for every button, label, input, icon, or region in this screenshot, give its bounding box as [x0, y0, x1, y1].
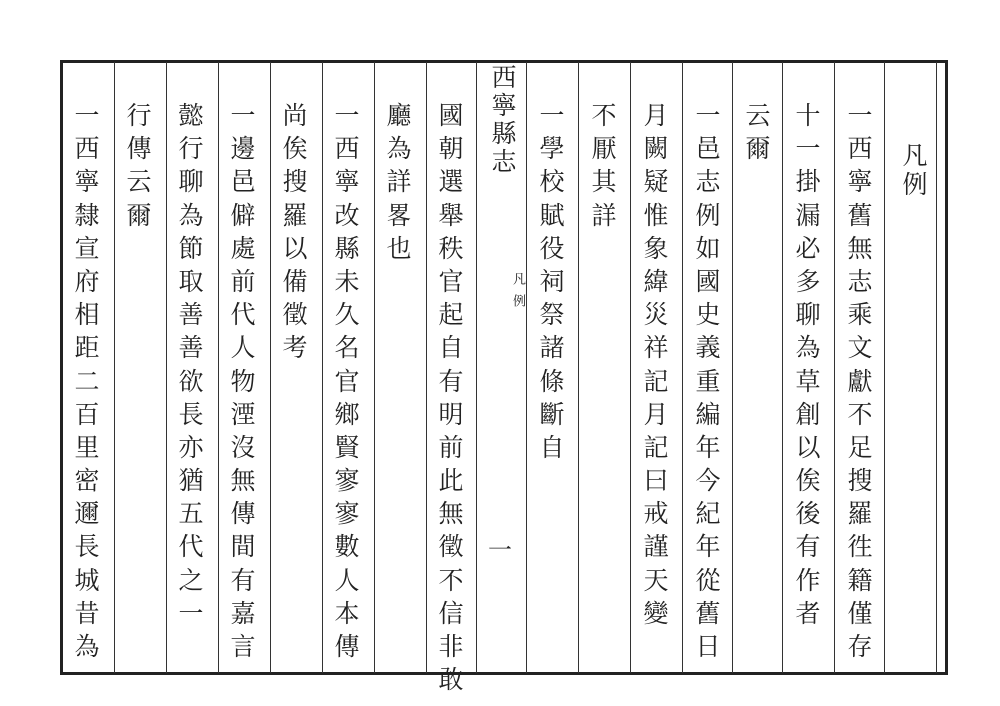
glyph: 考 [282, 333, 308, 363]
glyph: 存 [847, 632, 873, 661]
glyph: 傳 [334, 632, 360, 661]
glyph: 災 [643, 300, 669, 330]
glyph: 以 [282, 233, 308, 263]
text-column [270, 99, 320, 365]
glyph: 舊 [695, 598, 721, 628]
glyph: 文 [847, 333, 873, 363]
glyph: 久 [334, 300, 360, 330]
glyph: 五 [178, 499, 204, 529]
glyph: 邊 [230, 134, 256, 164]
glyph: 義 [695, 333, 721, 363]
glyph: 國 [438, 101, 464, 130]
glyph: 惟 [643, 200, 669, 230]
glyph: 厭 [591, 134, 617, 164]
glyph: 徵 [282, 300, 308, 330]
glyph: 尚 [282, 101, 308, 130]
glyph: 無 [847, 233, 873, 263]
glyph: 俟 [282, 134, 308, 164]
glyph: 之 [178, 565, 204, 595]
book-title-text: 西寧縣志 [488, 64, 517, 176]
glyph: 僅 [847, 598, 873, 628]
glyph: 秩 [438, 233, 464, 263]
glyph: 云 [126, 167, 152, 197]
glyph: 役 [539, 233, 565, 263]
glyph: 西 [847, 134, 873, 164]
glyph: 數 [334, 532, 360, 562]
glyph: 獻 [847, 366, 873, 396]
text-column [835, 99, 885, 663]
glyph: 選 [438, 167, 464, 197]
glyph: 俟 [795, 466, 821, 496]
glyph: 言 [230, 632, 256, 661]
glyph: 草 [795, 366, 821, 396]
glyph: 府 [74, 266, 100, 296]
glyph: 有 [230, 565, 256, 595]
glyph: 多 [795, 266, 821, 296]
glyph: 傳 [230, 499, 256, 529]
glyph: 今 [695, 466, 721, 496]
glyph: 自 [438, 333, 464, 363]
section-label: 凡例 [510, 272, 525, 316]
glyph: 敢 [438, 665, 464, 695]
glyph: 善 [178, 300, 204, 330]
glyph: 代 [230, 300, 256, 330]
glyph: 距 [74, 333, 100, 363]
glyph: 二 [74, 366, 100, 396]
column-rule [936, 62, 937, 673]
glyph: 記 [643, 432, 669, 462]
glyph: 僻 [230, 200, 256, 230]
glyph: 重 [695, 366, 721, 396]
glyph: 徵 [438, 532, 464, 562]
glyph: 志 [695, 167, 721, 197]
glyph: 緯 [643, 266, 669, 296]
glyph: 曰 [643, 466, 669, 496]
glyph: 鄉 [334, 399, 360, 429]
glyph: 未 [334, 266, 360, 296]
glyph: 起 [438, 300, 464, 330]
text-column [426, 99, 476, 696]
glyph: 搜 [282, 167, 308, 197]
glyph: 欲 [178, 366, 204, 396]
glyph: 不 [847, 399, 873, 429]
page-number: 一 [488, 536, 512, 564]
text-column [322, 99, 372, 663]
glyph: 有 [438, 366, 464, 396]
glyph: 賦 [539, 200, 565, 230]
doc-title: 凡例 [899, 142, 928, 200]
glyph: 有 [795, 532, 821, 562]
glyph: 寧 [334, 167, 360, 197]
glyph: 湮 [230, 399, 256, 429]
glyph: 不 [591, 101, 617, 130]
glyph: 為 [178, 200, 204, 230]
glyph: 西 [334, 134, 360, 164]
glyph: 搜 [847, 466, 873, 496]
text-column [62, 99, 112, 663]
glyph: 如 [695, 233, 721, 263]
glyph: 人 [334, 565, 360, 595]
glyph: 祠 [539, 266, 565, 296]
glyph: 羅 [282, 200, 308, 230]
text-column [374, 99, 424, 265]
text-column [114, 99, 164, 232]
text-column [783, 99, 833, 630]
glyph: 舊 [847, 200, 873, 230]
glyph: 乘 [847, 300, 873, 330]
glyph: 一 [795, 134, 821, 164]
glyph: 西 [74, 134, 100, 164]
glyph: 寥 [334, 499, 360, 529]
glyph: 必 [795, 233, 821, 263]
glyph: 自 [539, 432, 565, 462]
text-column [733, 99, 783, 165]
glyph: 籍 [847, 565, 873, 595]
glyph: 年 [695, 532, 721, 562]
glyph: 從 [695, 565, 721, 595]
glyph: 紀 [695, 499, 721, 529]
glyph: 官 [334, 366, 360, 396]
glyph: 聊 [795, 300, 821, 330]
book-title [474, 64, 524, 176]
glyph: 例 [695, 200, 721, 230]
glyph: 詳 [386, 167, 412, 197]
glyph: 祥 [643, 333, 669, 363]
text-column [631, 99, 681, 630]
glyph: 官 [438, 266, 464, 296]
glyph: 創 [795, 399, 821, 429]
glyph: 天 [643, 565, 669, 595]
glyph: 明 [438, 399, 464, 429]
glyph: 其 [591, 167, 617, 197]
glyph: 聊 [178, 167, 204, 197]
glyph: 善 [178, 333, 204, 363]
glyph: 漏 [795, 200, 821, 230]
glyph: 相 [74, 300, 100, 330]
glyph: 爾 [126, 200, 152, 230]
text-column [166, 99, 216, 630]
glyph: 長 [178, 399, 204, 429]
text-column [527, 99, 577, 464]
glyph: 校 [539, 167, 565, 197]
glyph: 作 [795, 565, 821, 595]
glyph: 本 [334, 598, 360, 628]
glyph: 羅 [847, 499, 873, 529]
title-column [885, 142, 935, 200]
glyph: 改 [334, 200, 360, 230]
glyph: 人 [230, 333, 256, 363]
glyph: 里 [74, 432, 100, 462]
glyph: 百 [74, 399, 100, 429]
glyph: 處 [230, 233, 256, 263]
glyph: 節 [178, 233, 204, 263]
glyph: 城 [74, 565, 100, 595]
glyph: 名 [334, 333, 360, 363]
glyph: 戒 [643, 499, 669, 529]
glyph: 十 [795, 101, 821, 130]
glyph: 舉 [438, 200, 464, 230]
glyph: 條 [539, 366, 565, 396]
glyph: 也 [386, 233, 412, 263]
glyph: 斷 [539, 399, 565, 429]
glyph: 足 [847, 432, 873, 462]
glyph: 密 [74, 466, 100, 496]
glyph: 學 [539, 134, 565, 164]
glyph: 懿 [178, 101, 204, 130]
text-column [683, 99, 733, 663]
glyph: 掛 [795, 167, 821, 197]
glyph: 不 [438, 565, 464, 595]
glyph: 取 [178, 266, 204, 296]
glyph: 廳 [386, 101, 412, 130]
glyph: 編 [695, 399, 721, 429]
glyph: 邇 [74, 499, 100, 529]
glyph: 備 [282, 266, 308, 296]
glyph: 志 [847, 266, 873, 296]
glyph: 此 [438, 466, 464, 496]
glyph: 後 [795, 499, 821, 529]
glyph: 代 [178, 532, 204, 562]
glyph: 行 [178, 134, 204, 164]
glyph: 沒 [230, 432, 256, 462]
glyph: 縣 [334, 233, 360, 263]
text-column [579, 99, 629, 232]
glyph: 宣 [74, 233, 100, 263]
glyph: 一 [539, 101, 565, 130]
glyph: 無 [438, 499, 464, 529]
glyph: 一 [74, 101, 100, 130]
glyph: 國 [695, 266, 721, 296]
glyph: 一 [334, 101, 360, 130]
glyph: 信 [438, 598, 464, 628]
glyph: 寧 [847, 167, 873, 197]
glyph: 非 [438, 632, 464, 661]
glyph: 無 [230, 466, 256, 496]
glyph: 一 [847, 101, 873, 130]
glyph: 一 [178, 598, 204, 628]
glyph: 朝 [438, 134, 464, 164]
glyph: 為 [74, 632, 100, 661]
glyph: 傳 [126, 134, 152, 164]
glyph: 月 [643, 399, 669, 429]
glyph: 闕 [643, 134, 669, 164]
glyph: 諸 [539, 333, 565, 363]
glyph: 史 [695, 300, 721, 330]
glyph: 為 [386, 134, 412, 164]
glyph: 象 [643, 233, 669, 263]
glyph: 昔 [74, 598, 100, 628]
glyph: 邑 [695, 134, 721, 164]
glyph: 年 [695, 432, 721, 462]
glyph: 爾 [745, 134, 771, 164]
glyph: 疑 [643, 167, 669, 197]
glyph: 賢 [334, 432, 360, 462]
glyph: 記 [643, 366, 669, 396]
glyph: 物 [230, 366, 256, 396]
glyph: 以 [795, 432, 821, 462]
glyph: 一 [230, 101, 256, 130]
glyph: 詳 [591, 200, 617, 230]
glyph: 畧 [386, 200, 412, 230]
glyph: 謹 [643, 532, 669, 562]
glyph: 寥 [334, 466, 360, 496]
glyph: 日 [695, 632, 721, 661]
glyph: 隸 [74, 200, 100, 230]
text-column [218, 99, 268, 663]
glyph: 行 [126, 101, 152, 130]
glyph: 徃 [847, 532, 873, 562]
glyph: 前 [230, 266, 256, 296]
glyph: 寧 [74, 167, 100, 197]
glyph: 邑 [230, 167, 256, 197]
glyph: 月 [643, 101, 669, 130]
glyph: 前 [438, 432, 464, 462]
glyph: 為 [795, 333, 821, 363]
glyph: 一 [695, 101, 721, 130]
glyph: 云 [745, 101, 771, 130]
glyph: 亦 [178, 432, 204, 462]
glyph: 變 [643, 598, 669, 628]
glyph: 長 [74, 532, 100, 562]
glyph: 祭 [539, 300, 565, 330]
glyph: 間 [230, 532, 256, 562]
glyph: 者 [795, 598, 821, 628]
glyph: 嘉 [230, 598, 256, 628]
glyph: 猶 [178, 466, 204, 496]
